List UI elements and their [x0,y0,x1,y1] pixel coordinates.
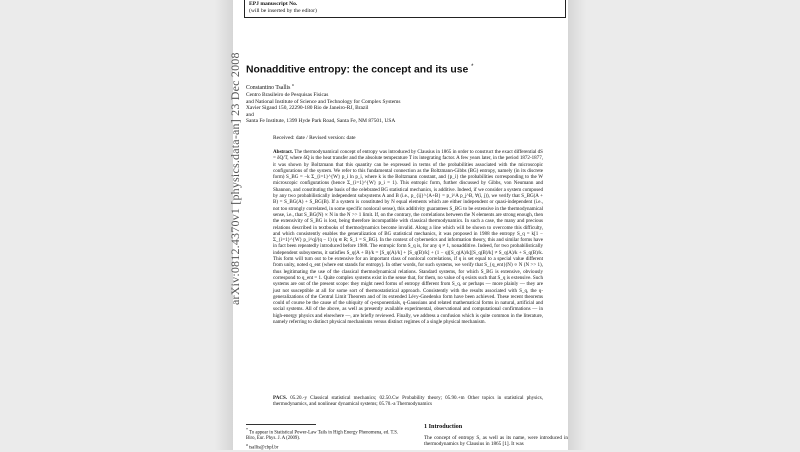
pacs-label: PACS. [273,395,288,401]
footnote-mark: a [246,442,248,448]
manuscript-subtitle: (will be inserted by the editor) [249,8,317,14]
paper-title [246,64,566,75]
abstract-text: The thermodynamical concept of entropy was introduced by Clausius in 1865 in order to construct the exact differential dS = δQ/T, where δQ is the heat transfer and the absolute temperature T its integrating factor. A few years later, in the period 1872-1877, it was shown by Boltzmann that this quantity can be expressed in terms of the probabilities associated with the microscopic configurations of the system. We refer to this fundamental connection as the Boltzmann-Gibbs (BG) entropy, namely (in its discrete form) S_BG = −k Σ_{i=1}^{W} p_i ln p_i, where k is the Boltzmann constant, and {p_i} the probabilities corresponding to the W microscopic configurations (hence Σ_{i=1}^{W} p_i = 1). This entropic form, further discussed by Gibbs, von Neumann and Shannon, and constituting the basis of the celebrated BG statistical mechanics, is additive. Indeed, if we consider a system composed by any two probabilistically independent subsystems A and B (i.e., p_{ij}^{A+B} = p_i^A p_j^B, ∀(i, j)), we verify that S_BG(A + B) = S_BG(A) + S_BG(B). If a system is constituted by N equal elements which are either independent or quasi-independent (i.e., not too strongly correlated, in some specific nonlocal sense), this additivity guarantees S_BG to be extensive in the thermodynamical sense, i.e., that S_BG(N) ∝ N in the N >> 1 limit. If, on the contrary, the correlations between the N elements are strong enough, then the extensivity of S_BG is lost, being therefore incompatible with classical thermodynamics. In such a case, the many and precious relations described in textbooks of thermodynamics become invalid. Along a line which will be shown to overcome this difficulty, and which consistently enables the generalization of BG statistical mechanics, it was proposed in 1988 the entropy S_q = k[1 − Σ_{i=1}^{W} p_i^q]/(q − 1) (q ∈ R; S_1 = S_BG). In the context of cybernetics and information theory, this and similar forms have in fact been repeatedly introduced before 1988. The entropic form S_q is, for any q ≠ 1, nonadditive. Indeed, for two probabilistically independent subsystems, it satisfies S_q(A + B)/k = [S_q(A)/k] + [S_q(B)/k] + (1 − q)[S_q(A)/k][S_q(B)/k] ≠ S_q(A)/k + S_q(B)/k. This form will turn out to be extensive for an important class of nonlocal correlations, if q is set equal to a special value different from unity, noted q_ent (where ent stands for entropy). In other words, for such systems, we verify that S_{q_ent}(N) ∝ N (N >> 1), thus legitimating the use of the classical thermodynamical relations. Standard systems, for which S_BG is extensive, obviously correspond to q_ent = 1. Quite complex systems exist in the sense that, for them, no value of q exists such that S_q is extensive. Such systems are out of the present scope: they might need forms of entropy different from S_q, or perhaps — more plainly — they are just not susceptible at all for some sort of thermostatistical approach. Consistently with the results associated with S_q, the q-generalizations of the Central Limit Theorem and of its extended Lévy-Gnedenko form have been achieved. These recent theorems could of course be the cause of the ubiquity of q-exponentials, q-Gaussians and related mathematical forms in natural, artificial and social systems. All of the above, as well as presently available experimental, observational and computational confirmations — in high-energy physics and elsewhere —, are briefly reviewed. Finally, we address a confusion which is quite common in the literature, namely referring to distinct physical mechanisms versus distinct regimes of a single physical mechanism. [273,149,543,326]
footnotes [246,427,404,452]
manuscript-title: EPJ manuscript No. [249,1,298,7]
footnote-rule [246,424,316,425]
abstract [273,149,543,325]
footnote-mark: * [246,427,248,432]
page-shadow-right [568,0,586,450]
affiliations [246,92,546,125]
affiliation-line: Xavier Sigaud 150, 22290-180 Rio de Janeiro-RJ, Brazil [246,105,369,111]
footnote [246,442,404,451]
manuscript-box [244,0,566,18]
title-footnote-mark: * [471,64,474,70]
author-line [246,82,294,91]
abstract-label: Abstract. [273,149,294,155]
author-footnote-mark: a [291,82,294,87]
affiliation-line: Santa Fe Institute, 1399 Hyde Park Road, Santa Fe, NM 87501, USA [246,118,396,124]
author-name: Constantino Tsallis [246,84,291,91]
footnote [246,427,404,442]
pacs [273,395,543,408]
affiliation-line: and [246,111,254,118]
affiliation-line: and National Institute of Science and Technology for Complex Systems [246,98,401,105]
paper-title-text: Nonadditive entropy: the concept and its use [246,64,469,76]
arxiv-stamp: arXiv:0812.4370v1 [physics.data-an] 23 Dec 2008 [228,52,242,305]
affiliation-line: Centro Brasileiro de Pesquisas Fisicas [246,92,329,98]
footnote-text: tsallis@cbpf.br [248,445,279,451]
pacs-text: 05.20.-y Classical statistical mechanics; 02.50.Cw Probability theory; 05.90.+m Other topics in statistical physics, thermodynamics, and nonlinear dynamical systems; 05.70.-a Thermodynamics [273,395,544,408]
section-heading-introduction: 1 Introduction [424,423,463,430]
received-dates: Received: date / Revised version: date [273,135,356,141]
introduction-text: The concept of entropy S, as well as its name, were introduced in thermodynamics by Clausius in 1865 [1]. It was [424,435,568,448]
footnote-text: To appear in Statistical Power-Law Tails in High Energy Phenomena, ed. T.S. Biro, Eur. Phys. J. A (2009). [246,430,399,442]
